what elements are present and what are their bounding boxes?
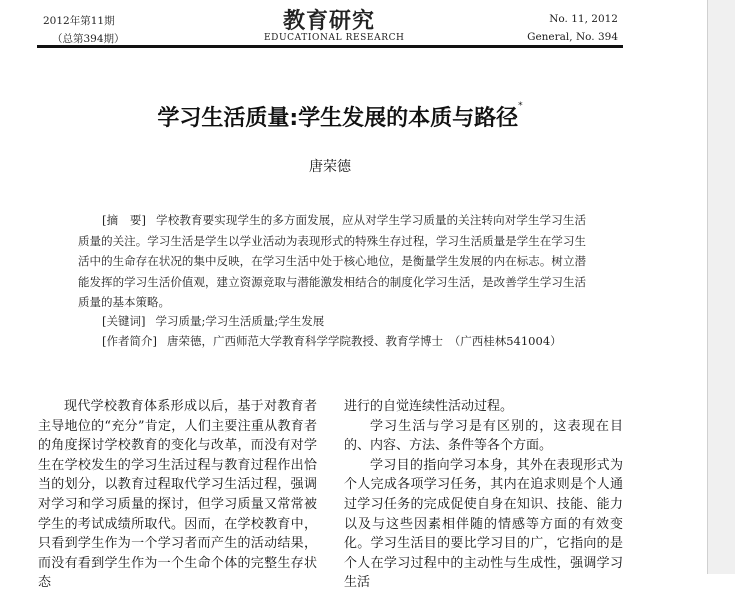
header-issue-cn: 2012年第11期	[43, 15, 115, 27]
header-issue-en: No. 11, 2012	[549, 13, 618, 25]
header-issue-total-en: General, No. 394	[527, 31, 618, 43]
header-issue-total-cn: （总第394期）	[52, 33, 125, 45]
body-paragraph: 现代学校教育体系形成以后，基于对教育者主导地位的“充分”肯定，人们主要注重从教育者的角度探讨学校教育的变化与改革，而没有对学生在学校发生的学习生活过程与教育过程作出恰当的划分，以教育过程取代学习生活过程，强调对学习和学习质量的探讨，但学习质量又常常被学生的考试成绩所取代。因而，在学校教育中，只看到学生作为一个学习者而产生的活动结果，而没有看到学生作为一个生命个体的完整生存状态	[38, 399, 317, 591]
article-title-text: 学习生活质量:学生发展的本质与路径	[157, 106, 519, 131]
title-footnote-mark: *	[518, 101, 523, 111]
author-info-block	[78, 331, 586, 352]
body-paragraph: 进行的自觉连续性活动过程。	[344, 399, 514, 414]
body-left-column	[38, 397, 317, 593]
body-paragraph: 学习生活与学习是有区别的，这表现在目的、内容、方法、条件等各个方面。	[344, 418, 623, 454]
abstract-block	[78, 210, 586, 313]
abstract-text: 学校教育要实现学生的多方面发展，应从对学生学习质量的关注转向对学生学习生活质量的关注。学习生活是学生以学业活动为表现形式的特殊生存过程，学习生活质量是学生在学习生活中的生命存在状况的集中反映，在学习生活中处于核心地位，是衡量学生发展的内在标志。树立潜能发挥的学习生活价值观，建立资源竞取与潜能激发相结合的制度化学习生活，是改善学生学习生活质量的基本策略。	[78, 213, 586, 309]
article-author: 唐荣德	[309, 159, 351, 175]
viewer-background	[708, 0, 735, 574]
body-paragraph: 学习目的指向学习本身，其外在表现形式为个人完成各项学习任务，其内在追求则是个人通过学习任务的完成促使自身在知识、技能、能力以及与这些因素相伴随的情感等方面的有效变化。学习生活目的要比学习目的广，它指向的是个人在学习过程中的主动性与生成性，强调学习生活	[344, 457, 623, 591]
keywords-text: 学习质量;学习生活质量;学生发展	[155, 314, 325, 328]
author-info-text: 唐荣德，广西师范大学教育科学学院教授、教育学博士 （广西桂林541004）	[166, 334, 562, 348]
author-info-label: [作者简介]	[102, 334, 157, 348]
journal-name-en: EDUCATIONAL RESEARCH	[264, 33, 405, 43]
keywords-block	[78, 311, 586, 332]
abstract-label: [摘 要]	[102, 213, 146, 227]
keywords-label: [关键词]	[102, 314, 146, 328]
article-title	[60, 101, 620, 132]
header-rule	[37, 45, 623, 48]
body-right-column	[344, 397, 623, 593]
journal-logo-cn: 教育研究	[282, 8, 375, 34]
